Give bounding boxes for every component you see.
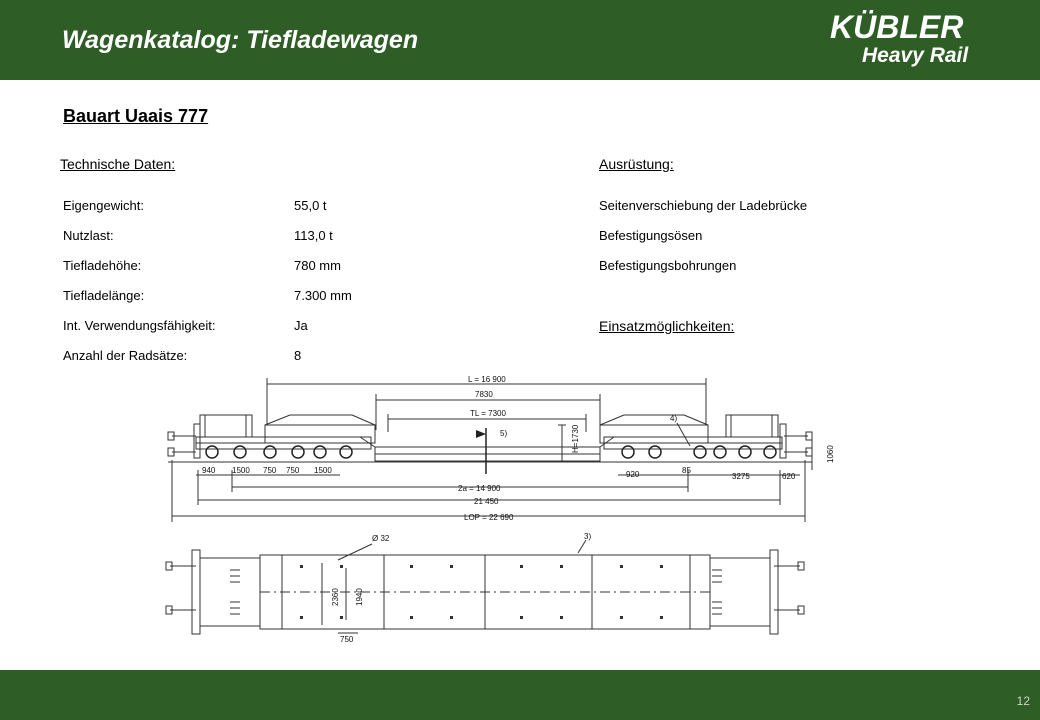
spec-row <box>63 288 523 306</box>
equipment-item: Befestigungsösen <box>599 228 703 243</box>
spec-label: Tiefladehöhe: <box>63 258 142 273</box>
dim-label: LOP = 22 690 <box>464 513 514 522</box>
usage-heading: Einsatzmöglichkeiten: <box>599 318 735 334</box>
dim-label: L = 16 900 <box>468 375 506 384</box>
logo-line1: KÜBLER <box>830 9 964 45</box>
dim-label: 1940 <box>355 588 364 606</box>
dim-label: 7830 <box>475 390 493 399</box>
wagon-technical-drawing <box>160 368 835 658</box>
wagon-type-heading: Bauart Uaais 777 <box>63 106 209 126</box>
page-title: Wagenkatalog: Tiefladewagen <box>62 26 419 54</box>
spec-row <box>63 228 523 246</box>
note-label: 4) <box>670 414 678 423</box>
header-bar <box>0 0 1040 80</box>
dim-label: 2360 <box>331 588 340 606</box>
spec-value: 55,0 t <box>294 198 327 213</box>
page-number: 12 <box>1016 694 1030 708</box>
dim-label: TL = 7300 <box>470 409 506 418</box>
spec-label: Int. Verwendungsfähigkeit: <box>63 318 216 333</box>
dim-label: 2a = 14 900 <box>458 484 501 493</box>
dim-label: 85 <box>682 466 691 475</box>
dim-label: 940 <box>202 466 216 475</box>
footer-bar <box>0 670 1040 720</box>
spec-value: 113,0 t <box>294 228 333 243</box>
dim-label: 920 <box>626 470 640 479</box>
dim-label: 620 <box>782 472 796 481</box>
dim-label: 3275 <box>732 472 750 481</box>
spec-row <box>63 318 523 336</box>
dim-label: 750 <box>263 466 277 475</box>
equipment-heading: Ausrüstung: <box>599 156 674 172</box>
spec-row <box>63 258 523 276</box>
spec-value: Ja <box>294 318 308 333</box>
dim-label: Ø 32 <box>372 534 390 543</box>
dim-label: 750 <box>340 635 354 644</box>
logo-line2: Heavy Rail <box>862 44 969 67</box>
kuebler-logo <box>828 8 998 70</box>
spec-value: 7.300 mm <box>294 288 352 303</box>
dim-label: 1500 <box>314 466 332 475</box>
dim-label: 1060 <box>826 445 835 463</box>
note-label: 3) <box>584 532 592 541</box>
spec-label: Anzahl der Radsätze: <box>63 348 188 363</box>
note-label: 5) <box>500 429 508 438</box>
spec-label: Tiefladelänge: <box>63 288 145 303</box>
dim-label: 21 450 <box>474 497 499 506</box>
equipment-item: Befestigungsbohrungen <box>599 258 737 273</box>
spec-label: Eigengewicht: <box>63 198 144 213</box>
spec-value: 8 <box>294 348 302 363</box>
dim-label: 750 <box>286 466 300 475</box>
spec-label: Nutzlast: <box>63 228 114 243</box>
equipment-item: Seitenverschiebung der Ladebrücke <box>599 198 808 213</box>
spec-value: 780 mm <box>294 258 341 273</box>
dim-label: 1500 <box>232 466 250 475</box>
tech-data-heading: Technische Daten: <box>60 156 176 172</box>
dim-label: H=1730 <box>571 424 580 453</box>
spec-row <box>63 348 523 366</box>
spec-row <box>63 198 523 216</box>
